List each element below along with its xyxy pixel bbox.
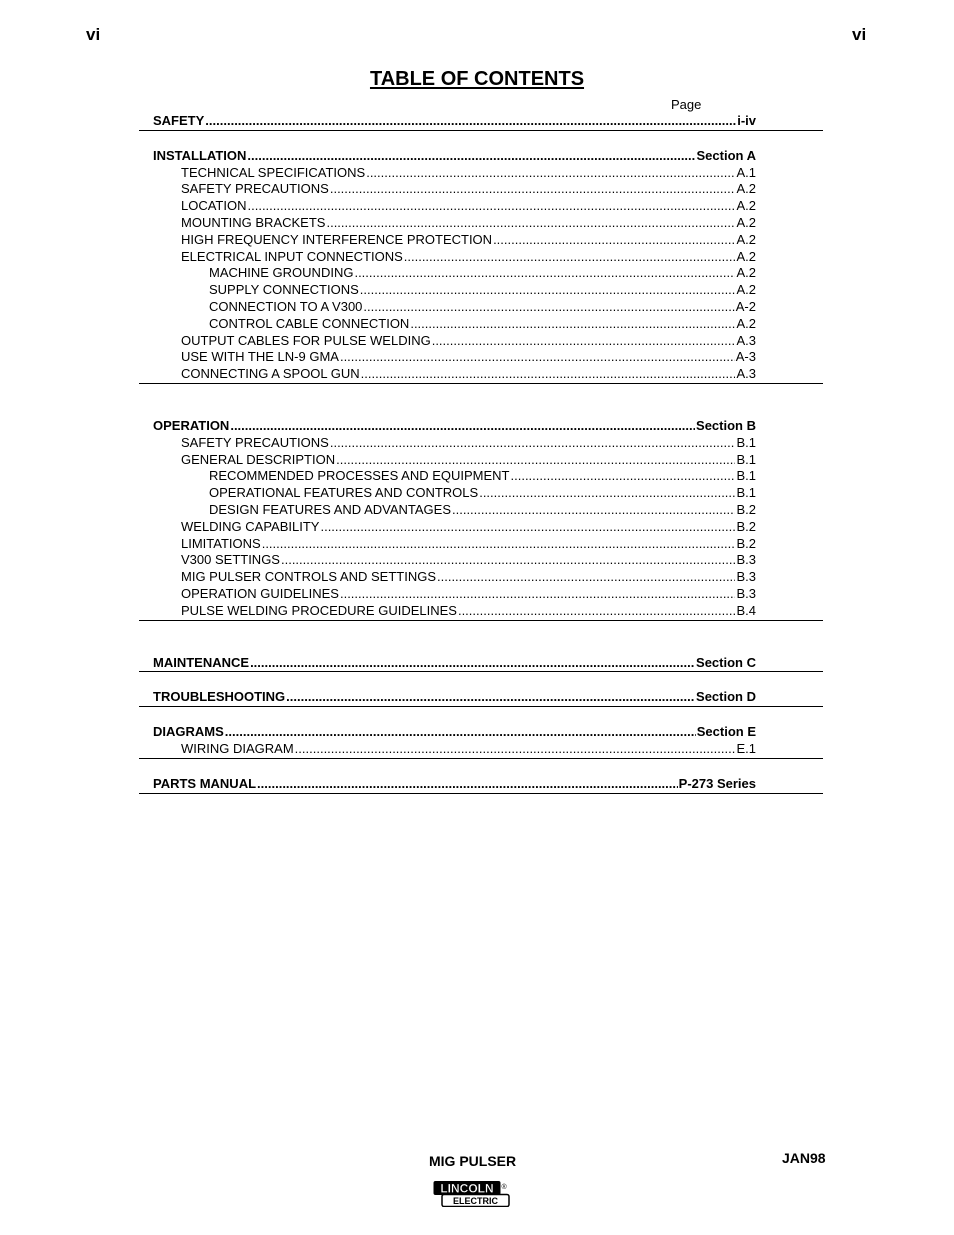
toc-entry-label: SAFETY (153, 113, 205, 128)
toc-entry-label: OPERATION GUIDELINES (181, 585, 339, 601)
dot-leader (437, 569, 735, 586)
toc-entry (139, 435, 823, 452)
toc-entry-page: A.2 (736, 231, 756, 247)
toc-entry (139, 452, 823, 469)
dot-leader (360, 282, 736, 299)
toc-entry (139, 468, 823, 485)
dot-leader (354, 265, 735, 282)
toc-entry-page: Section C (696, 654, 756, 670)
dot-leader (493, 232, 735, 249)
toc-entry-page: A.3 (736, 332, 756, 348)
toc-entry-page: B.3 (736, 569, 756, 585)
toc-entry-label: DESIGN FEATURES AND ADVANTAGES (209, 501, 451, 517)
toc-entry-label: SAFETY PRECAUTIONS (181, 181, 329, 197)
dot-leader (479, 485, 735, 502)
toc-entry-label: DIAGRAMS (153, 724, 224, 740)
dot-leader (330, 435, 736, 452)
dot-leader (340, 586, 736, 603)
toc-entry-page: B.1 (736, 451, 756, 467)
dot-leader (320, 519, 735, 536)
toc-entry-label: SAFETY PRECAUTIONS (181, 434, 329, 450)
toc-entry-page: A-2 (735, 298, 756, 314)
toc-entry (139, 198, 823, 215)
section-spacer (139, 384, 823, 418)
page-column-header: Page (671, 97, 702, 112)
dot-leader (230, 418, 695, 435)
toc-section (139, 655, 823, 673)
toc-entry-label: MOUNTING BRACKETS (181, 214, 326, 230)
toc-entry (139, 586, 823, 603)
toc-entry-label: INSTALLATION (153, 147, 247, 163)
logo-top-text: LINCOLN (440, 1181, 494, 1196)
dot-leader (410, 316, 735, 333)
toc-entry (139, 569, 823, 586)
toc-entry-page: Section A (696, 147, 756, 163)
toc-entry-page: A.3 (736, 366, 756, 382)
toc-entry (139, 366, 823, 383)
toc-entry (139, 249, 823, 266)
toc-section-heading (139, 113, 823, 130)
toc-entry-page: A.1 (736, 164, 756, 180)
toc-entry-page: E.1 (736, 740, 756, 756)
toc-entry-page: Section B (696, 417, 756, 433)
dot-leader (205, 113, 736, 130)
dot-leader (248, 198, 736, 215)
dot-leader (366, 165, 735, 182)
toc-entry-label: OUTPUT CABLES FOR PULSE WELDING (181, 332, 431, 348)
logo-bottom-text: ELECTRIC (453, 1196, 498, 1206)
toc-entry-label: TROUBLESHOOTING (153, 689, 286, 705)
toc-entry-label: LIMITATIONS (181, 535, 261, 551)
dot-leader (326, 215, 735, 232)
dot-leader (511, 468, 736, 485)
toc-section (139, 148, 823, 384)
toc-entry-page: B.2 (736, 518, 756, 534)
dot-leader (340, 349, 735, 366)
logo-registered-mark: ® (501, 1184, 507, 1191)
toc-entry-label: SUPPLY CONNECTIONS (209, 282, 359, 298)
toc-entry-page: Section E (696, 724, 756, 740)
toc-entry-label: RECOMMENDED PROCESSES AND EQUIPMENT (209, 468, 510, 484)
toc-entry-label: CONNECTION TO A V300 (209, 298, 363, 314)
dot-leader (281, 552, 736, 569)
toc-entry-label: CONNECTING A SPOOL GUN (181, 366, 360, 382)
page-title: TABLE OF CONTENTS (369, 68, 585, 90)
dot-leader (250, 655, 695, 672)
toc-entry (139, 485, 823, 502)
toc-entry-page: B.2 (736, 501, 756, 517)
toc-entry-label: WIRING DIAGRAM (181, 740, 294, 756)
toc-entry (139, 265, 823, 282)
toc-entry (139, 603, 823, 620)
lincoln-electric-logo (433, 1180, 511, 1207)
toc-entry (139, 552, 823, 569)
toc-entry-label: PULSE WELDING PROCEDURE GUIDELINES (181, 602, 457, 618)
dot-leader (432, 333, 736, 350)
toc-entry-page: B.1 (736, 434, 756, 450)
toc-entry-label: PARTS MANUAL (153, 775, 257, 791)
toc-entry-page: B.2 (736, 535, 756, 551)
dot-leader (262, 536, 736, 553)
toc-entry-label: MAINTENANCE (153, 654, 250, 670)
toc-entry (139, 232, 823, 249)
toc-entry-label: MACHINE GROUNDING (209, 265, 354, 281)
toc-section-heading (139, 724, 823, 741)
toc-entry (139, 741, 823, 758)
section-spacer (139, 621, 823, 655)
toc-section (139, 776, 823, 794)
toc-entry (139, 165, 823, 182)
toc-entry-label: OPERATION (153, 417, 230, 433)
toc-entry-page: i-iv (737, 113, 756, 128)
toc-entry (139, 536, 823, 553)
toc-entry-page: P-273 Series (678, 775, 756, 791)
section-spacer (139, 131, 823, 148)
toc-section-heading (139, 418, 823, 435)
toc-entry (139, 333, 823, 350)
toc-entry-page: A-3 (735, 349, 756, 365)
toc-entry (139, 349, 823, 366)
toc-entry (139, 316, 823, 333)
toc-entry (139, 502, 823, 519)
toc-entry-page: Section D (696, 689, 756, 705)
dot-leader (404, 249, 736, 266)
toc-entry-page: A.2 (736, 248, 756, 264)
toc-section-heading (139, 655, 823, 672)
toc-entry-page: A.2 (736, 214, 756, 230)
section-spacer (139, 759, 823, 776)
dot-leader (295, 741, 736, 758)
toc-entry-label: ELECTRICAL INPUT CONNECTIONS (181, 248, 403, 264)
section-spacer (139, 707, 823, 724)
toc-entry-page: B.4 (736, 602, 756, 618)
dot-leader (247, 148, 695, 165)
section-spacer (139, 672, 823, 689)
footer-date: JAN98 (782, 1150, 826, 1166)
toc-entry-page: A.2 (736, 198, 756, 214)
toc-entry (139, 181, 823, 198)
toc-section (139, 724, 823, 759)
toc-entry-page: B.3 (736, 585, 756, 601)
toc-section (139, 418, 823, 621)
toc-entry-label: MIG PULSER CONTROLS AND SETTINGS (181, 569, 436, 585)
toc-entry-page: B.3 (736, 552, 756, 568)
dot-leader (286, 689, 695, 706)
dot-leader (336, 452, 735, 469)
toc-entry-label: TECHNICAL SPECIFICATIONS (181, 164, 366, 180)
toc-entry-page: A.2 (736, 265, 756, 281)
toc-section-heading (139, 148, 823, 165)
toc-entry (139, 299, 823, 316)
table-of-contents (139, 113, 823, 794)
toc-entry-page: A.2 (736, 282, 756, 298)
toc-entry-label: V300 SETTINGS (181, 552, 280, 568)
toc-entry (139, 215, 823, 232)
dot-leader (330, 181, 736, 198)
page-number-right: vi (852, 25, 867, 44)
dot-leader (363, 299, 734, 316)
dot-leader (361, 366, 736, 383)
toc-section (139, 113, 823, 131)
dot-leader (458, 603, 736, 620)
toc-entry (139, 282, 823, 299)
toc-entry-label: OPERATIONAL FEATURES AND CONTROLS (209, 485, 479, 501)
toc-section-heading (139, 689, 823, 706)
toc-entry-page: B.1 (736, 468, 756, 484)
toc-entry-label: WELDING CAPABILITY (181, 518, 320, 534)
toc-section (139, 689, 823, 707)
dot-leader (452, 502, 735, 519)
toc-entry-label: GENERAL DESCRIPTION (181, 451, 336, 467)
toc-entry-page: B.1 (736, 485, 756, 501)
toc-entry-label: LOCATION (181, 198, 247, 214)
toc-entry-label: HIGH FREQUENCY INTERFERENCE PROTECTION (181, 231, 493, 247)
toc-entry-page: A.2 (736, 181, 756, 197)
footer-product-name: MIG PULSER (429, 1153, 517, 1169)
toc-entry-page: A.2 (736, 315, 756, 331)
toc-entry (139, 519, 823, 536)
toc-entry-label: CONTROL CABLE CONNECTION (209, 315, 410, 331)
toc-section-heading (139, 776, 823, 793)
dot-leader (257, 776, 678, 793)
toc-entry-label: USE WITH THE LN-9 GMA (181, 349, 339, 365)
dot-leader (225, 724, 696, 741)
page-number-left: vi (86, 25, 101, 44)
